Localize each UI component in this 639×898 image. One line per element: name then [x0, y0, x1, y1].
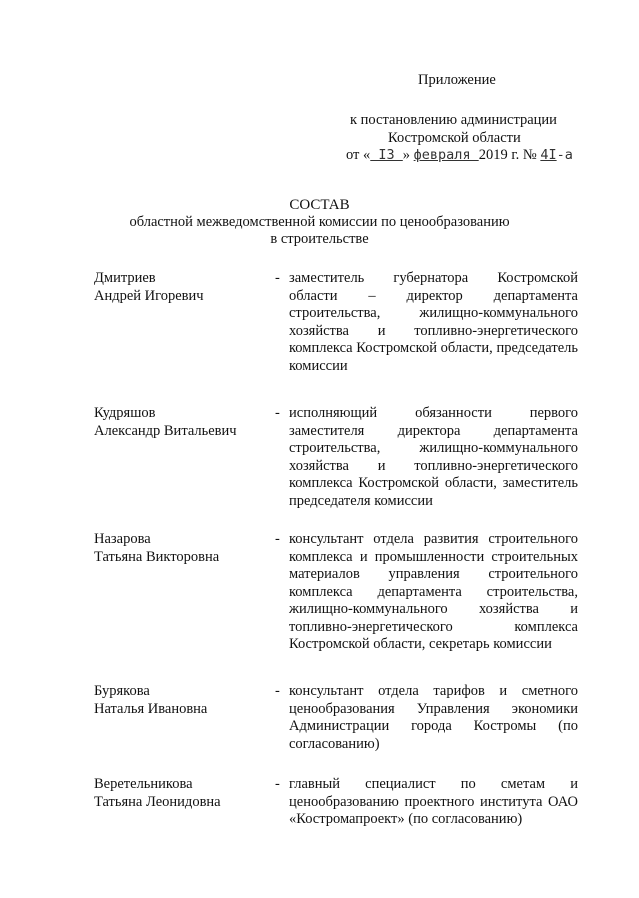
member-dash: -	[275, 531, 280, 547]
appendix-line-region: Костромской области	[388, 130, 521, 146]
appendix-title: Приложение	[418, 72, 496, 88]
member-dash: -	[275, 270, 280, 286]
member-given-names: Татьяна Леонидовна	[94, 793, 221, 810]
member-name	[94, 683, 274, 718]
member-role: консультант отдела развития строительного комплекса и промышленности строительных материалов управления строительного комплекса департамента строительства, жилищно-коммунального хозяйства и топливно-энергетического комплекса Костромской области, секретарь комиссии	[289, 531, 578, 652]
member-role: заместитель губернатора Костромской области – директор департамента строительства, жилищно-коммунального хозяйства и топливно-энергетического комплекса Костромской области, председатель комиссии	[289, 270, 578, 374]
heading-subtitle-line1: областной межведомственной комиссии по ценообразованию	[129, 214, 510, 230]
decree-number: 4I	[540, 147, 557, 163]
member-surname: Назарова	[94, 531, 151, 547]
member-role: исполняющий обязанности первого заместителя директора департамента строительства, жилищно-коммунального хозяйства и топливно-энергетического комплекса Костромской области, заместитель председателя комиссии	[289, 405, 578, 509]
member-name	[94, 776, 274, 811]
document-heading	[0, 197, 639, 248]
member-dash: -	[275, 776, 280, 792]
member-name	[94, 270, 274, 305]
decree-suffix: -а	[556, 147, 573, 163]
member-surname: Дмитриев	[94, 270, 156, 286]
date-month: февраля	[413, 147, 479, 163]
member-given-names: Александр Витальевич	[94, 422, 237, 439]
date-day: I3	[370, 147, 403, 163]
member-dash: -	[275, 405, 280, 421]
member-surname: Веретельникова	[94, 776, 193, 792]
heading-subtitle-line2: в строительстве	[270, 231, 369, 247]
member-given-names: Татьяна Викторовна	[94, 548, 220, 565]
member-role: главный специалист по сметам и ценообразованию проектного института ОАО «Костромапроект» (по согласованию)	[289, 776, 578, 827]
appendix-date-line	[346, 147, 573, 165]
heading-title: СОСТАВ	[289, 197, 350, 213]
member-name	[94, 531, 274, 566]
date-year: 2019 г. №	[478, 147, 541, 163]
member-surname: Кудряшов	[94, 405, 156, 421]
member-name	[94, 405, 274, 440]
member-given-names: Андрей Игоревич	[94, 287, 204, 304]
member-dash: -	[275, 683, 280, 699]
member-given-names: Наталья Ивановна	[94, 700, 208, 717]
date-prefix: от «	[346, 147, 371, 163]
member-surname: Бурякова	[94, 683, 150, 699]
appendix-line-decree: к постановлению администрации	[350, 112, 557, 128]
member-role: консультант отдела тарифов и сметного ценообразования Управления экономики Администрации города Костромы (по согласованию)	[289, 683, 578, 752]
date-mid: »	[402, 147, 414, 163]
